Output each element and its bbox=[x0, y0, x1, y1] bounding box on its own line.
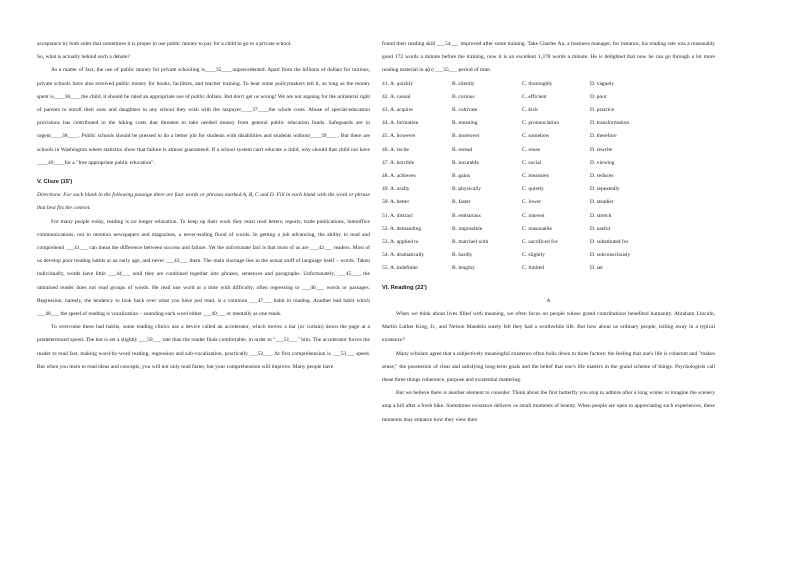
option-a: 49. A. orally bbox=[382, 186, 410, 193]
option-d: D. useful bbox=[590, 225, 611, 232]
right-column bbox=[382, 38, 715, 427]
option-d: D. poor bbox=[590, 93, 607, 100]
cloze-options bbox=[382, 78, 715, 276]
option-row bbox=[382, 91, 715, 104]
option-d: D. reduces bbox=[590, 173, 614, 180]
cloze-directions: Directions: For each blank in the following passage there are four words or phrases marked A, B, C and D. Fill in each blank with the word or phrase that best fits the context. bbox=[37, 192, 370, 212]
option-row bbox=[382, 249, 715, 262]
cloze-paragraph-1: For many people today, reading is no longer relaxation. To keep up their work they must read letters, reports, trade publications, interoffice communications, not to mention newspapers and magazines, a never-ending flood of words. In getting a job advancing, the ability to read and comprehend ___41___ can mean the difference between success and failure. Yet the unfortunate fact is that most of us are ___42___ readers. Most of us develop poor reading habits at an early age, and never ___43___ them. The main shortage lies in the actual stuff of language itself – words. Taken individually, words have little ___44___ until they are combined together into phrases, sentences and paragraphs. Unfortunately, ___45___, the untrained reader does not read groups of words. He read one word at a time with difficulty, often regressing to ___46___ words or passages. Regression, namely, the tendency to look back over what you have just read, is a common ___47___ habit in reading. Another bad habit which ___48___ the speed of reading is vocalization – sounding each word either ___49___ or mentally as one reads. bbox=[37, 218, 370, 318]
option-b: B. incurable bbox=[452, 159, 479, 166]
option-row bbox=[382, 117, 715, 130]
option-b: B. curious bbox=[452, 93, 475, 100]
cloze-paragraph-2: To overcome these bad habits, some reading clinics use a device called an accelerator, which moves a bar (or curtain) down the page at a predetermined speed. The bar is set a slightly ___50___ rate than the reader finds comfortable, in order to "___51___" him. The accelerator forces the reader to read fast, making word-by-word reading, regression and sub-vocalization, practically ___52___. At first comprehension is ___53___ speed. But when you learn to read ideas and concepts, you will not only read faster, but your comprehension will improve. Many people have bbox=[37, 324, 370, 370]
option-b: B. meaning bbox=[452, 120, 478, 127]
option-b: B. impossible bbox=[452, 225, 483, 232]
option-row bbox=[382, 236, 715, 249]
passage-continuation: acceptance by both sides that sometimes it is proper to use public money to pay for a child to go to a private school. bbox=[37, 41, 292, 47]
option-row bbox=[382, 196, 715, 209]
passage-paragraph-blanks-35-40: As a matter of fact, the use of public money for private schooling is____35____unprecedented. Apart from the billions of dollars for tuitions, private schools have also received public money for books, facilities, and teacher training. To hear some policymakers tell it, as long as the money spent is____36____the child, it should be rated an appropriate use of public dollars. But don't get us wrong! We are not arguing for the unilateral right of parents to enroll their sons and daughters in any school they wish with the taxpayer____37____the whole costs. Abuse of special-education provisions has contributed to the hiking costs that threaten to take needed money from general public education funds. Safeguards are in urgent____38____. Public schools should be pressed to do a better job for students with disabilities and students without____39____. But there are schools in Washington where statistics show that failure is almost guaranteed. If a school system can't educate a child, why should that child not have ____40____for a "free appropriate public education". bbox=[37, 67, 370, 166]
option-row bbox=[382, 183, 715, 196]
option-c: C. lower bbox=[522, 199, 541, 206]
option-d: D. rewrite bbox=[590, 146, 613, 153]
option-a: 47. A. horrible bbox=[382, 159, 415, 166]
option-row bbox=[382, 157, 715, 170]
option-a: 41. A. quickly bbox=[382, 80, 414, 87]
option-c: C. kick bbox=[522, 107, 538, 114]
passage-question: So, what is actually behind such a debate? bbox=[37, 54, 130, 61]
option-d: D. practice bbox=[590, 107, 615, 114]
option-c: C. sacrificed for bbox=[522, 239, 558, 246]
option-row bbox=[382, 130, 715, 143]
option-row bbox=[382, 262, 715, 275]
option-d: D. vaguely bbox=[590, 80, 615, 87]
option-b: B. hardly bbox=[452, 252, 473, 259]
option-a: 42. A. casual bbox=[382, 93, 411, 100]
option-b: B. embarrass bbox=[452, 212, 481, 219]
option-row bbox=[382, 78, 715, 91]
option-a: 44. A. formation bbox=[382, 120, 419, 127]
option-a: 54. A. dramatically bbox=[382, 252, 425, 259]
option-a: 50. A. better bbox=[382, 199, 410, 206]
option-d: D. set bbox=[590, 265, 603, 272]
option-b: B. matched with bbox=[452, 239, 489, 246]
option-d: D. subconsciously bbox=[590, 252, 631, 259]
option-d: D. transformation bbox=[590, 120, 630, 127]
option-d: D. repeatedly bbox=[590, 186, 620, 193]
option-a: 53. A. applied to bbox=[382, 239, 419, 246]
option-a: 48. A. achieves bbox=[382, 173, 416, 180]
option-b: B. reread bbox=[452, 146, 473, 153]
option-c: C. slightly bbox=[522, 252, 545, 259]
option-b: B. moreover bbox=[452, 133, 480, 140]
option-c: C. thoroughly bbox=[522, 80, 553, 87]
option-d: D. stretch bbox=[590, 212, 612, 219]
option-c: C. interest bbox=[522, 212, 545, 219]
option-c: C. quietly bbox=[522, 186, 544, 193]
reading-paragraph-3: But we believe there is another element to consider. Think about the first butterfly you stop to admire after a long winter or imagine the scenery atop a hill after a fresh hike. Sometimes existence delivers us small moments of beauty. When people are open to appreciating such experiences, these moments may enhance how they view their bbox=[382, 390, 715, 423]
option-a: 55. A. indefinite bbox=[382, 265, 418, 272]
option-a: 51. A. distract bbox=[382, 212, 413, 219]
left-column bbox=[37, 38, 370, 374]
option-row bbox=[382, 223, 715, 236]
option-a: 46. A. recite bbox=[382, 146, 409, 153]
section-v-heading: V. Cloze (15') bbox=[37, 179, 73, 186]
option-b: B. gains bbox=[452, 173, 471, 180]
option-row bbox=[382, 144, 715, 157]
option-c: C. reasonable bbox=[522, 225, 552, 232]
option-b: B. physically bbox=[452, 186, 482, 193]
option-d: D. substituted for bbox=[590, 239, 629, 246]
option-c: C. somehow bbox=[522, 133, 550, 140]
option-row bbox=[382, 210, 715, 223]
option-b: B. faster bbox=[452, 199, 471, 206]
reading-paragraph-2: Many scholars agree that a subjectively meaningful existence often boils down to three factors: the feeling that one's life is coherent and "makes sense," the possession of clear and satisfying long-term goals and the belief that one's life matters in the grand scheme of things. Psychologists call these three things coherence, purpose and existential mattering. bbox=[382, 350, 715, 384]
option-c: C. pronunciation bbox=[522, 120, 559, 127]
option-d: D. viewing bbox=[590, 159, 615, 166]
option-c: C. efficient bbox=[522, 93, 547, 100]
option-b: B. silently bbox=[452, 80, 475, 87]
reading-paragraph-1: When we think about lives filled with meaning, we often focus on people whose grand contributions benefited humanity. Abraham Lincoln, Martin Luther King, Jr., and Nelson Mandela surely felt they had a worthwhile life. But how about us ordinary people, toiling away in a typical existence? bbox=[382, 311, 715, 344]
option-b: B. cultivate bbox=[452, 107, 478, 114]
option-row bbox=[382, 170, 715, 183]
option-a: 43. A. acquire bbox=[382, 107, 413, 114]
option-c: C. social bbox=[522, 159, 542, 166]
option-a: 52. A. demanding bbox=[382, 225, 422, 232]
option-d: D. therefore bbox=[590, 133, 617, 140]
option-c: C. reuse bbox=[522, 146, 541, 153]
option-c: C. measures bbox=[522, 173, 549, 180]
option-b: B. lengthy bbox=[452, 265, 475, 272]
option-a: 45. A. however bbox=[382, 133, 416, 140]
passage-letter: A bbox=[546, 297, 551, 304]
cloze-paragraph-3: found their reading skill ___54___ improved after some training. Take Charles Au, a business manager, for instance, his reading rate was a reasonably good 172 words a minute before the training, now it is an excellent 1,378 words a minute. He is delighted that now he can go through a lot more reading material in a(n) ___55___ period of time. bbox=[382, 41, 715, 74]
option-d: D. steadier bbox=[590, 199, 614, 206]
option-c: C. limited bbox=[522, 265, 544, 272]
section-vi-heading: VI. Reading (22') bbox=[382, 284, 427, 291]
option-row bbox=[382, 104, 715, 117]
